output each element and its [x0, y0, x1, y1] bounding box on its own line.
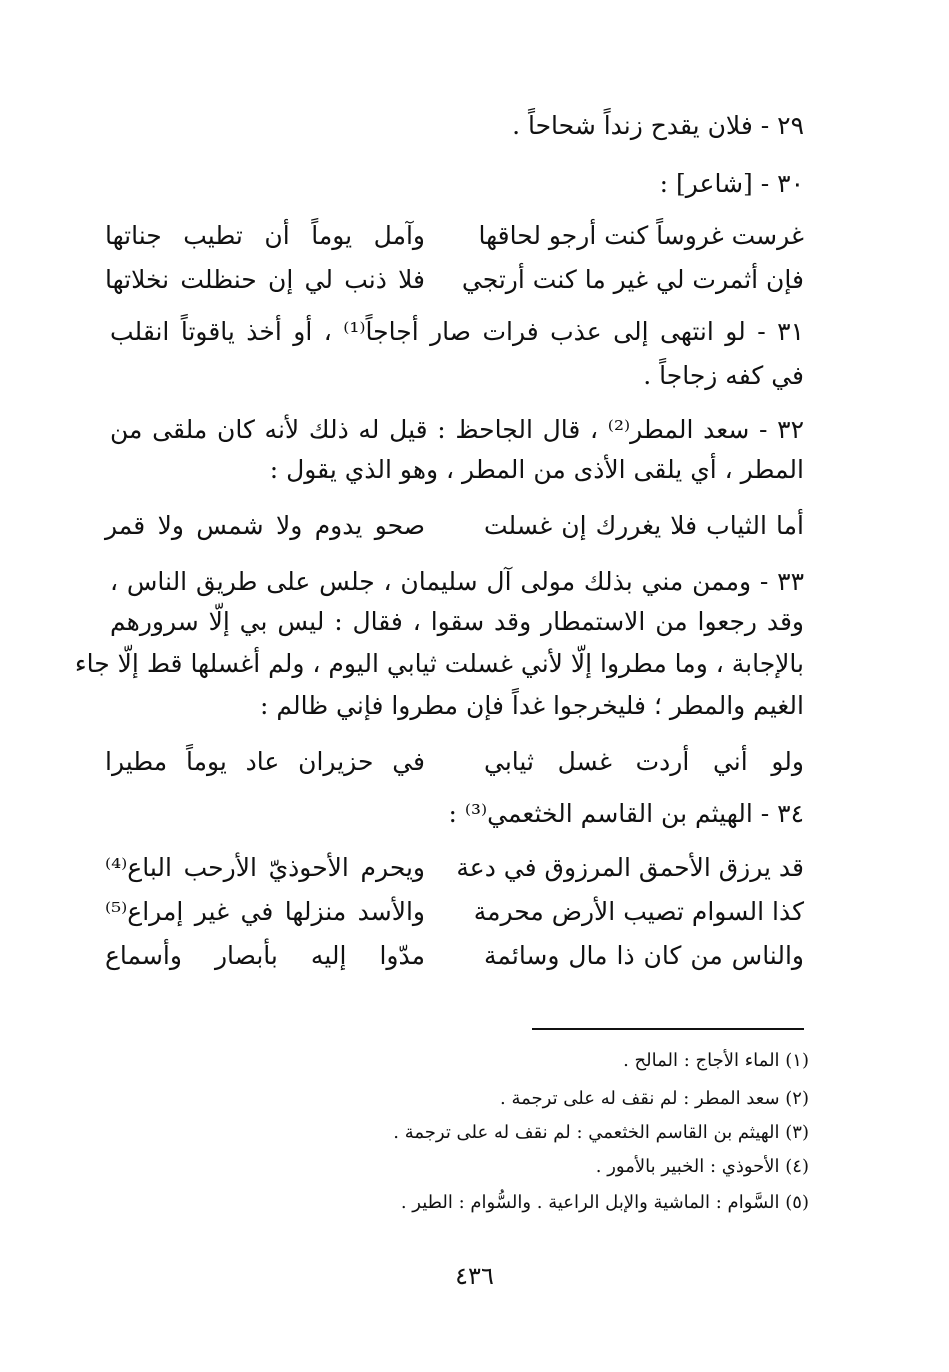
verse-first-hemistich: غرست غروساً كنت أرجو لحاقها: [478, 221, 804, 250]
verse-line: [105, 936, 804, 976]
verse-second-hemistich: ويحرم الأحوذيّ الأرحب الباع⁽⁴⁾: [105, 853, 425, 882]
verse-line: [105, 848, 804, 888]
verse-line: [105, 506, 804, 546]
footnote-separator: [532, 1028, 804, 1030]
verse-first-hemistich: قد يرزق الأحمق المرزوق في دعة: [456, 853, 804, 882]
verse-second-hemistich: في حزيران عاد يوماً مطيرا: [105, 747, 425, 776]
verse-line: [105, 260, 804, 300]
verse-first-hemistich: ولو أني أردت غسل ثيابي: [484, 747, 804, 776]
paragraph-31-line: في كفه زجاجاً .: [643, 361, 804, 390]
verse-first-hemistich: والناس من كان ذا مال وسائمة: [484, 941, 804, 970]
paragraph-32-line: ٣٢ - سعد المطر⁽²⁾ ، قال الجاحظ : قيل له ذلك لأنه كان ملقى من: [110, 415, 804, 444]
footnote-3: (٣) الهيثم بن القاسم الخثعمي : لم نقف له على ترجمة .: [393, 1122, 809, 1143]
verse-line: [105, 216, 804, 256]
verse-second-hemistich: مدّوا إليه بأبصار وأسماع: [105, 941, 425, 970]
verse-first-hemistich: فإن أثمرت لي غير ما كنت أرتجي: [461, 265, 804, 294]
verse-first-hemistich: أما الثياب فلا يغررك إن غسلت: [484, 511, 804, 540]
verse-second-hemistich: صحو يدوم ولا شمس ولا قمر: [105, 511, 425, 540]
paragraph-33-line: ٣٣ - وممن مني بذلك مولى آل سليمان ، جلس على طريق الناس ،: [110, 567, 804, 596]
verse-second-hemistich: وآمل يوماً أن تطيب جناتها: [105, 221, 425, 250]
footnote-1: (١) الماء الأجاج : المالح .: [623, 1050, 809, 1071]
verse-line: [105, 742, 804, 782]
paragraph-29: ٢٩ - فلان يقدح زنداً شحاحاً .: [512, 111, 804, 140]
verse-first-hemistich: كذا السوام تصيب الأرض محرمة: [473, 897, 804, 926]
paragraph-33-line: وقد رجعوا من الاستمطار وقد سقوا ، فقال : ليس بي إلّا سرورهم: [110, 607, 804, 636]
paragraph-33-line: بالإجابة ، وما مطروا إلّا لأني غسلت ثيابي اليوم ، ولم أغسلها قط إلّا جاء: [74, 649, 804, 678]
paragraph-30-heading: ٣٠ - [شاعر] :: [659, 169, 804, 198]
footnote-4: (٤) الأحوذي : الخبير بالأمور .: [595, 1156, 809, 1177]
paragraph-31-line: ٣١ - لو انتهى إلى عذب فرات صار أجاجاً⁽¹⁾ ، أو أخذ ياقوتاً انقلب: [110, 317, 805, 346]
paragraph-33-line: الغيم والمطر ؛ فليخرجوا غداً فإن مطروا فإني ظالم :: [259, 691, 804, 720]
page-number: ٤٣٦: [455, 1262, 494, 1290]
verse-second-hemistich: والأسد منزلها في غير إمراع⁽⁵⁾: [105, 897, 425, 926]
verse-line: [105, 892, 804, 932]
verse-second-hemistich: فلا ذنب لي إن حنظلت نخلاتها: [105, 265, 425, 294]
paragraph-32-line: المطر ، أي يلقى الأذى من المطر ، وهو الذي يقول :: [269, 455, 804, 484]
footnote-5: (٥) السَّوام : الماشية والإبل الراعية . والسُّوام : الطير .: [400, 1192, 809, 1213]
footnote-2: (٢) سعد المطر : لم نقف له على ترجمة .: [500, 1088, 809, 1109]
paragraph-34-heading: ٣٤ - الهيثم بن القاسم الخثعمي⁽³⁾ :: [448, 799, 804, 828]
